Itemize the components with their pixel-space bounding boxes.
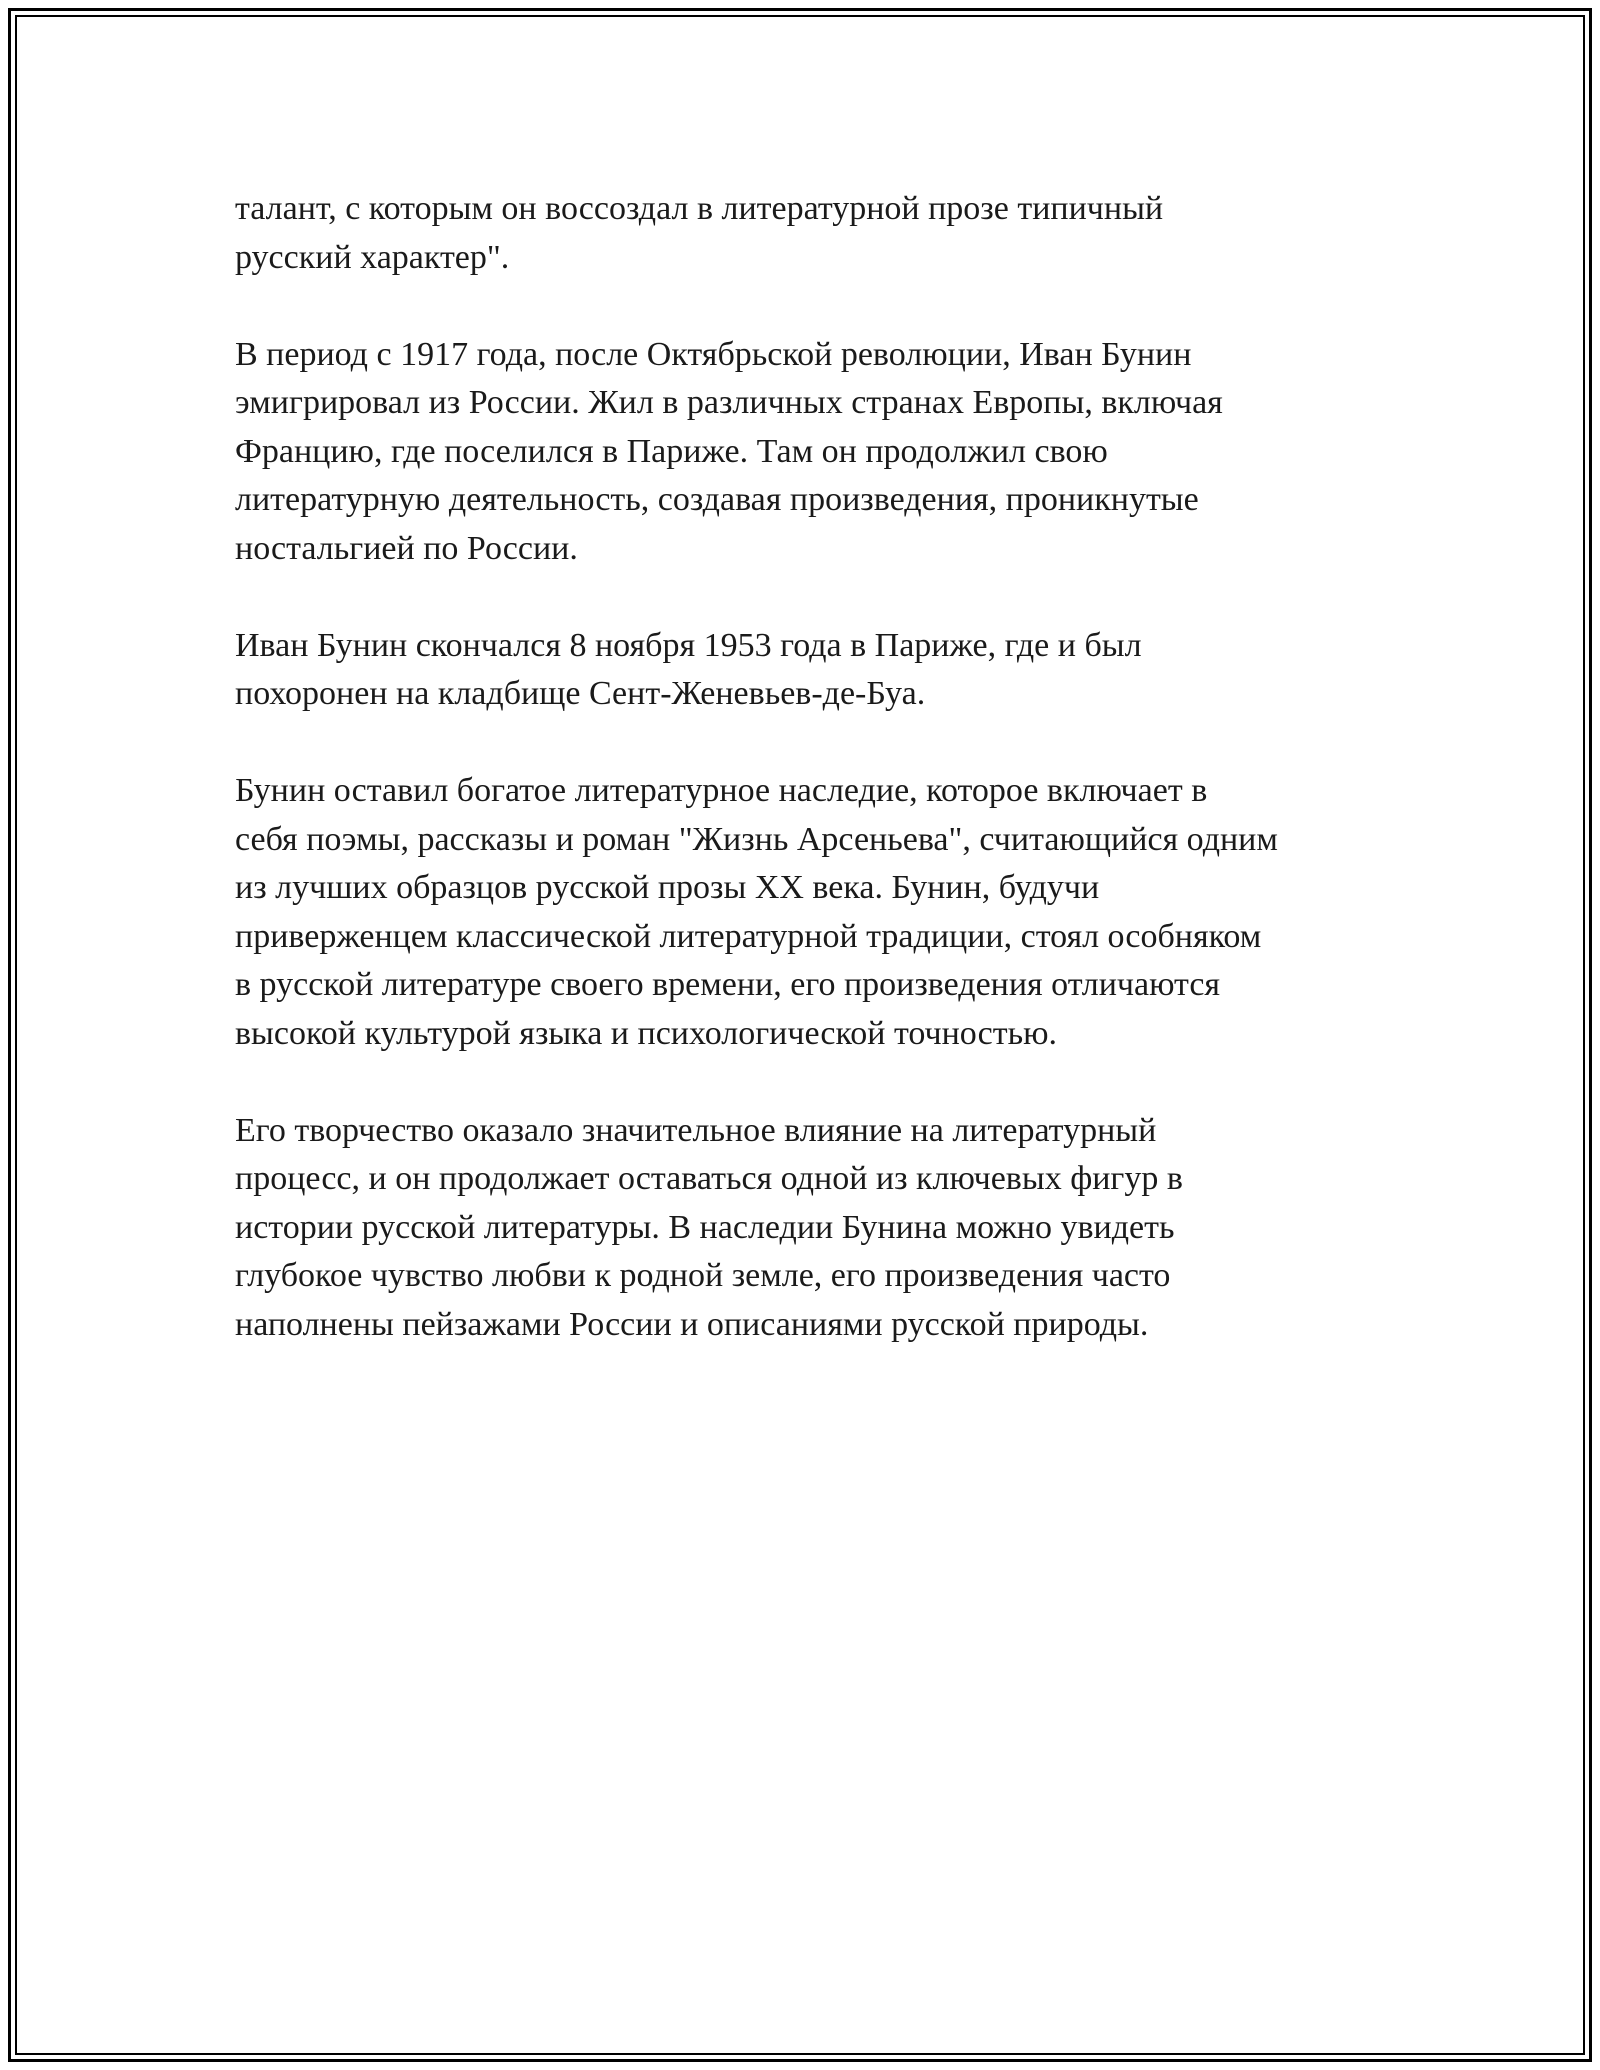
text-line: себя поэмы, рассказы и роман "Жизнь Арсеньева", считающийся одним — [235, 820, 1278, 858]
text-line: талант, с которым он воссоздал в литературной прозе типичный — [235, 190, 1164, 227]
text-line: В период с 1917 года, после Октябрьской революции, Иван Бунин — [235, 335, 1192, 373]
text-line: приверженцем классической литературной традиции, стоял особняком — [235, 917, 1262, 955]
text-line: литературную деятельность, создавая произведения, проникнутые — [235, 481, 1199, 518]
paragraph-5 — [235, 1107, 1395, 1350]
text-line: русский характер". — [235, 238, 510, 276]
text-line: Францию, где поселился в Париже. Там он продолжил свою — [235, 432, 1108, 470]
document-body — [235, 185, 1395, 1398]
paragraph-1 — [235, 185, 1395, 282]
text-line: истории русской литературы. В наследии Бунина можно увидеть — [235, 1208, 1175, 1246]
paragraph-4 — [235, 767, 1395, 1058]
text-line: наполнены пейзажами России и описаниями русской природы. — [235, 1305, 1149, 1343]
text-line: ностальгией по России. — [235, 529, 578, 567]
text-line: эмигрировал из России. Жил в различных странах Европы, включая — [235, 384, 1223, 421]
text-line: процесс, и он продолжает оставаться одной из ключевых фигур в — [235, 1160, 1183, 1197]
text-line: в русской литературе своего времени, его произведения отличаются — [235, 966, 1221, 1003]
text-line: из лучших образцов русской прозы XX века. Бунин, будучи — [235, 869, 1100, 906]
text-line: Бунин оставил богатое литературное наследие, которое включает в — [235, 772, 1208, 809]
text-line: похоронен на кладбище Сент-Женевьев-де-Буа. — [235, 675, 926, 712]
paragraph-3 — [235, 622, 1395, 719]
text-line: Иван Бунин скончался 8 ноября 1953 года в Париже, где и был — [235, 626, 1142, 664]
paragraph-2 — [235, 331, 1395, 574]
text-line: высокой культурой языка и психологической точностью. — [235, 1014, 1057, 1052]
text-line: глубокое чувство любви к родной земле, его произведения часто — [235, 1257, 1171, 1294]
text-line: Его творчество оказало значительное влияние на литературный — [235, 1111, 1157, 1149]
